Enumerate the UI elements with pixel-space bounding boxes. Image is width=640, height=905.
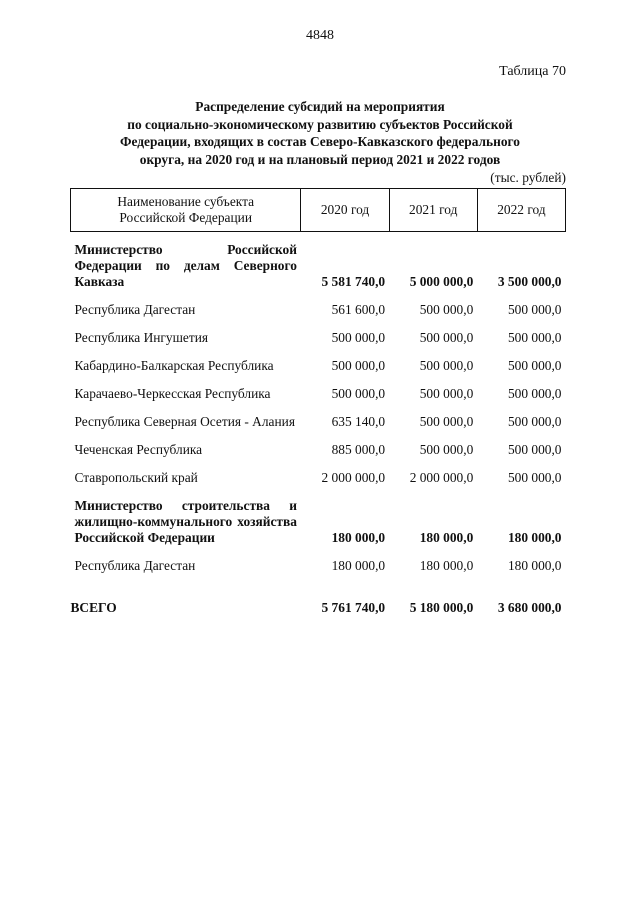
value-2020: 2 000 000,0 <box>321 470 386 485</box>
value-2021: 500 000,0 <box>419 386 474 401</box>
value-2020: 180 000,0 <box>331 530 386 545</box>
value-2021: 180 000,0 <box>419 558 474 573</box>
value-2022: 500 000,0 <box>507 330 562 345</box>
value-2021: 180 000,0 <box>419 530 474 545</box>
header-year-2020: 2020 год <box>301 189 389 232</box>
value-2020: 561 600,0 <box>331 302 386 317</box>
header-year-2022: 2022 год <box>477 189 565 232</box>
region-name: Карачаево-Черкесская Республика <box>74 386 271 401</box>
value-2022: 180 000,0 <box>507 530 562 545</box>
table-label: Таблица 70 <box>499 64 566 79</box>
title-line: Распределение субсидий на мероприятия <box>195 99 445 114</box>
value-2021: 500 000,0 <box>419 302 474 317</box>
value-2022: 500 000,0 <box>507 358 562 373</box>
value-2021: 500 000,0 <box>419 330 474 345</box>
table-header-row <box>71 189 566 232</box>
table-row <box>71 380 566 408</box>
value-2021: 500 000,0 <box>419 358 474 373</box>
value-2022: 500 000,0 <box>507 302 562 317</box>
header-year-2021: 2021 год <box>389 189 477 232</box>
region-name: Республика Дагестан <box>74 302 196 317</box>
value-2020: 500 000,0 <box>331 330 386 345</box>
title-line: округа, на 2020 год и на плановый период 2021 и 2022 годов <box>139 151 501 167</box>
ministry-name: Министерство Российской Федерации по делам Северного Кавказа <box>74 242 297 289</box>
region-name: Республика Дагестан <box>74 558 196 573</box>
value-2020: 885 000,0 <box>331 442 386 457</box>
table-row <box>71 464 566 492</box>
title-line: Федерации, входящих в состав Северо-Кавказского федерального <box>120 134 520 149</box>
total-label: ВСЕГО <box>70 600 117 615</box>
units-note: (тыс. рублей) <box>490 170 566 185</box>
title-line: по социально-экономическому развитию субъектов Российской <box>127 116 513 132</box>
region-name: Чеченская Республика <box>74 442 203 457</box>
ministry-name: Министерство строительства и жилищно-коммунального хозяйства Российской Федерации <box>74 498 297 545</box>
header-name-line: Наименование субъекта <box>117 194 255 209</box>
table-row <box>71 324 566 352</box>
value-2021: 5 180 000,0 <box>409 600 474 615</box>
value-2022: 3 500 000,0 <box>497 274 562 289</box>
ministry-row <box>71 232 566 297</box>
value-2020: 5 581 740,0 <box>321 274 386 289</box>
value-2021: 2 000 000,0 <box>409 470 474 485</box>
region-name: Ставропольский край <box>74 470 198 485</box>
value-2020: 180 000,0 <box>331 558 386 573</box>
value-2020: 500 000,0 <box>331 386 386 401</box>
value-2021: 500 000,0 <box>419 414 474 429</box>
total-row <box>71 580 566 622</box>
table-row <box>71 552 566 580</box>
value-2020: 635 140,0 <box>331 414 386 429</box>
table-row <box>71 408 566 436</box>
value-2020: 5 761 740,0 <box>321 600 386 615</box>
header-subject-name <box>71 189 301 232</box>
value-2021: 5 000 000,0 <box>409 274 474 289</box>
value-2022: 500 000,0 <box>507 414 562 429</box>
value-2022: 500 000,0 <box>507 442 562 457</box>
ministry-row <box>71 492 566 552</box>
value-2022: 180 000,0 <box>507 558 562 573</box>
table-row <box>71 296 566 324</box>
value-2022: 500 000,0 <box>507 470 562 485</box>
page-number: 4848 <box>306 28 334 43</box>
region-name: Кабардино-Балкарская Республика <box>74 358 274 373</box>
value-2022: 3 680 000,0 <box>497 600 562 615</box>
region-name: Республика Ингушетия <box>74 330 209 345</box>
header-name-line: Российской Федерации <box>119 210 253 225</box>
value-2020: 500 000,0 <box>331 358 386 373</box>
value-2021: 500 000,0 <box>419 442 474 457</box>
subsidy-table <box>70 188 566 622</box>
table-row <box>71 436 566 464</box>
table-row <box>71 352 566 380</box>
region-name: Республика Северная Осетия - Алания <box>74 414 295 429</box>
document-title <box>60 98 580 168</box>
value-2022: 500 000,0 <box>507 386 562 401</box>
